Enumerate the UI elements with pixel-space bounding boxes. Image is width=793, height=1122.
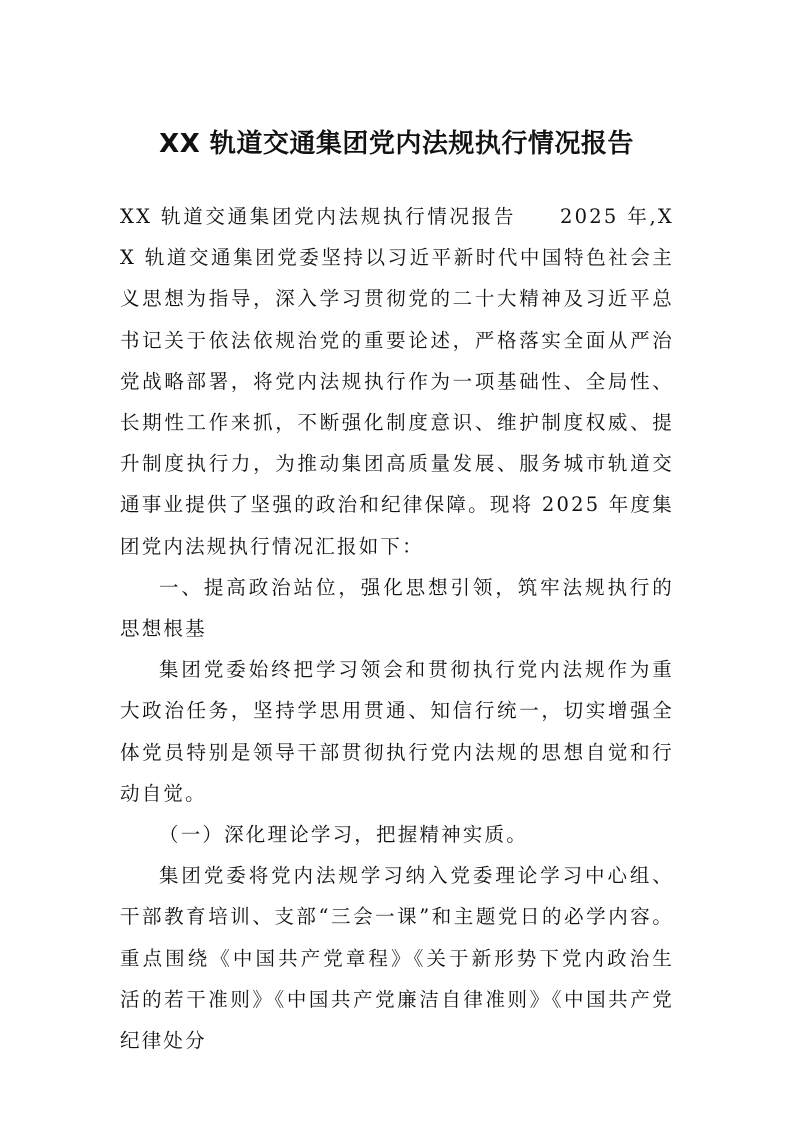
document-title: XX 轨道交通集团党内法规执行情况报告: [159, 129, 634, 159]
section-1-heading: 一、提高政治站位，强化思想引领，筑牢法规执行的思想根基: [120, 575, 674, 641]
subsection-1-paragraph: 集团党委将党内法规学习纳入党委理论学习中心组、干部教育培训、支部“三会一课”和主题党日的必学内容。重点围绕《中国共产党章程》《关于新形势下党内政治生活的若干准则》《中国共产党廉洁自律准则》《中国共产党纪律处分: [120, 864, 674, 1053]
subsection-1-heading: （一）深化理论学习，把握精神实质。: [159, 823, 528, 847]
section-1-paragraph: 集团党委始终把学习领会和贯彻执行党内法规作为重大政治任务，坚持学思用贯通、知信行统一，切实增强全体党员特别是领导干部贯彻执行党内法规的思想自觉和行动自觉。: [120, 658, 674, 805]
document-body: [120, 196, 674, 1061]
intro-paragraph: [120, 196, 674, 567]
intro-lead: XX 轨道交通集团党内法规执行情况报告: [120, 205, 517, 228]
intro-text: 2025 年,XX 轨道交通集团党委坚持以习近平新时代中国特色社会主义思想为指导，深入学习贯彻党的二十大精神及习近平总书记关于依法依规治党的重要论述，严格落实全面从严治党战略部署，将党内法规执行作为一项基础性、全局性、长期性工作来抓，不断强化制度意识、维护制度权威、提升制度执行力，为推动集团高质量发展、服务城市轨道交通事业提供了坚强的政治和纪律保障。现将 2025 年度集团党内法规执行情况汇报如下：: [120, 205, 674, 558]
